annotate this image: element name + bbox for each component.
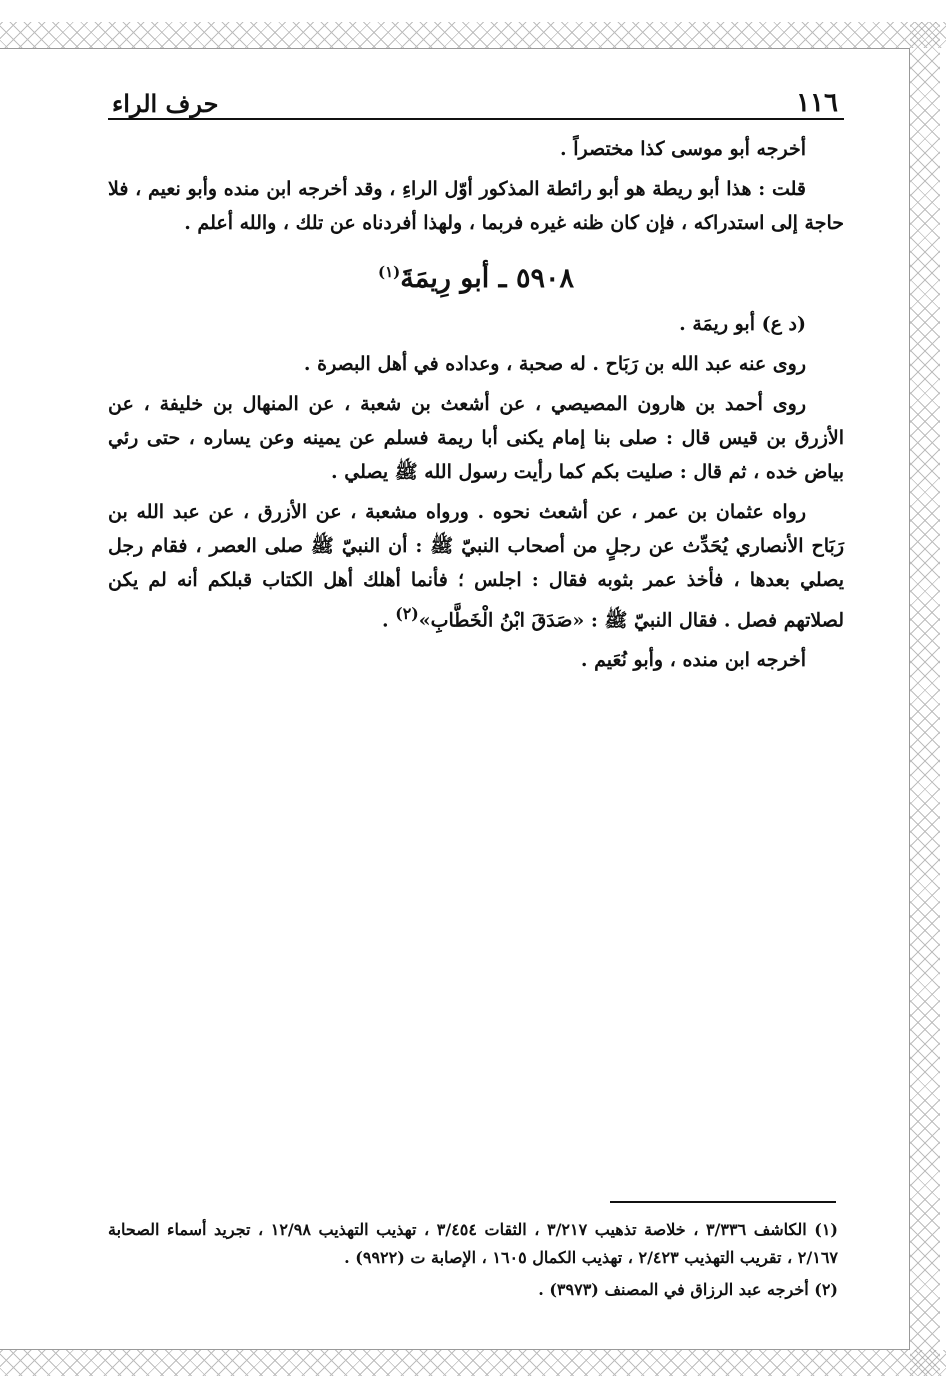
paragraph-5: روى أحمد بن هارون المصيصي ، عن أشعث بن شعبة ، عن المنهال بن خليفة ، عن الأزرق بن قيس قال : صلى بنا إمام يكنى أبا ريمة فسلم عن يمينه وعن يساره ، حتى رئي بياض خده ، ثم قال : صليت بكم كما رأيت رسول الله ﷺ يصلي . [108, 393, 844, 483]
paragraph-7: أخرجه ابن منده ، وأبو نُعَيم . [580, 649, 806, 672]
paragraph-6-end: . [382, 609, 396, 632]
decorative-border-bottom [0, 1350, 946, 1376]
main-text [108, 132, 844, 677]
paragraph-6 [108, 495, 844, 637]
border-line-right [909, 48, 910, 1350]
border-line-top [0, 48, 910, 49]
entry-heading-text: ٥٩٠٨ ـ أبو رِيمَةَ [400, 263, 574, 294]
entry-heading [108, 252, 844, 299]
paragraph-4: روى عنه عبد الله بن رَبَاح . له صحبة ، وعداده في أهل البصرة . [303, 353, 806, 375]
decorative-border-right [910, 22, 940, 1376]
border-line-bottom [0, 1349, 910, 1350]
footnote-ref-1: (١) [377, 263, 401, 281]
book-page [108, 80, 844, 683]
footnote-separator [610, 1201, 836, 1203]
decorative-border-top [0, 22, 946, 48]
page-number: ١١٦ [796, 88, 838, 118]
running-head: حرف الراء [112, 89, 219, 118]
paragraph-2: قلت : هذا أبو ريطة هو أبو رائطة المذكور أوّل الراءِ ، وقد أخرجه ابن منده وأبو نعيم ، فلا حاجة إلى استدراكه ، فإن كان ظنه غيره فربما ، ولهذا أفردناه عن تلك ، والله أعلم . [108, 178, 844, 234]
footnote-ref-2: (٢) [395, 604, 419, 623]
page-header [108, 80, 844, 120]
footnote-1: (١) الكاشف ٣/٣٣٦ ، خلاصة تذهيب ٣/٢١٧ ، الثقات ٣/٤٥٤ ، تهذيب التهذيب ١٢/٩٨ ، تجريد أسماء الصحابة ٢/١٦٧ ، تقريب التهذيب ٢/٤٢٣ ، تهذيب الكمال ١٦٠٥ ، الإصابة ت (٩٩٢٢) . [108, 1220, 838, 1267]
footnote-2: (٢) أخرجه عبد الرزاق في المصنف (٣٩٧٣) . [538, 1280, 838, 1299]
footnotes [108, 1216, 838, 1308]
paragraph-6-text: رواه عثمان بن عمر ، عن أشعث نحوه . ورواه مشعبة ، عن الأزرق ، عن عبد الله بن رَبَاح الأنصاري يُحَدِّث عن رجلٍ من أصحاب النبيّ ﷺ : أن النبيّ ﷺ صلى العصر ، فقام رجل يصلي بعدها ، فأخذ عمر بثوبه فقال : اجلس ؛ فأنما أهلك أهل الكتاب قبلكم أنه لم يكن لصلاتهم فصل . فقال النبيّ ﷺ : «صَدَقَ ابْنُ الْخَطَّابِ» [108, 501, 844, 632]
paragraph-3: (د ع) أبو ريمَة . [679, 313, 806, 335]
paragraph-1: أخرجه أبو موسى كذا مختصراً . [560, 138, 806, 160]
